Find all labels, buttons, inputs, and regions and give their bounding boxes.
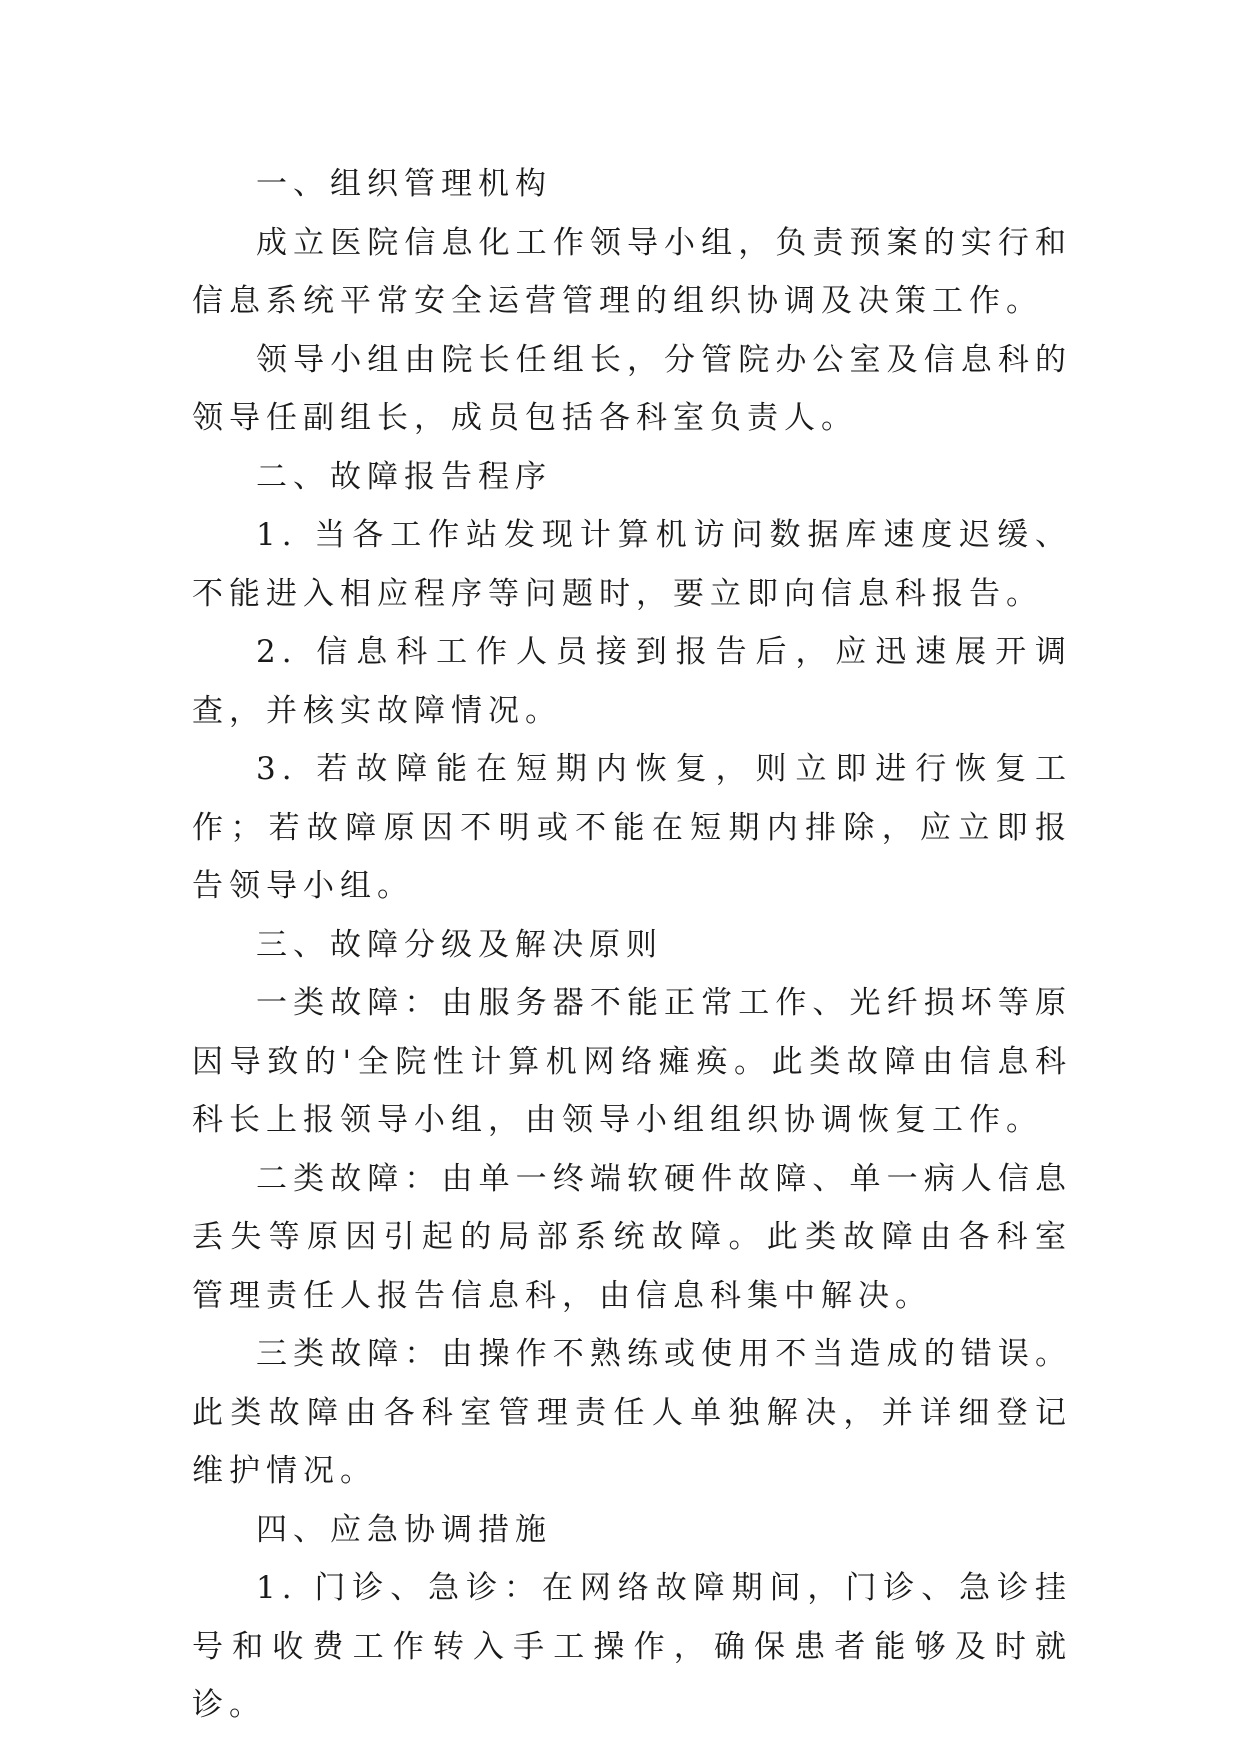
- paragraph: 成立医院信息化工作领导小组，负责预案的实行和信息系统平常安全运营管理的组织协调及决策工作。: [192, 224, 1072, 319]
- list-item: 1. 门诊、急诊：在网络故障期间，门诊、急诊挂号和收费工作转入手工操作，确保患者能够及时就诊。: [192, 1570, 1072, 1723]
- paragraph: 二类故障：由单一终端软硬件故障、单一病人信息丢失等原因引起的局部系统故障。此类故障由各科室管理责任人报告信息科，由信息科集中解决。: [192, 1160, 1072, 1314]
- paragraph: 一类故障：由服务器不能正常工作、光纤损坏等原因导致的'全院性计算机网络瘫痪。此类故障由信息科科长上报领导小组，由领导小组组织协调恢复工作。: [192, 985, 1072, 1138]
- paragraph: 领导小组由院长任组长，分管院办公室及信息科的领导任副组长，成员包括各科室负责人。: [192, 341, 1072, 436]
- paragraph: 三类故障：由操作不熟练或使用不当造成的错误。此类故障由各科室管理责任人单独解决，并详细登记维护情况。: [192, 1336, 1072, 1489]
- list-item: 2. 信息科工作人员接到报告后，应迅速展开调查，并核实故障情况。: [192, 634, 1072, 729]
- list-item: 1. 当各工作站发现计算机访问数据库速度迟缓、不能进入相应程序等问题时，要立即向信息科报告。: [192, 517, 1072, 612]
- section-heading-fault-levels: 三、故障分级及解决原则: [256, 926, 663, 963]
- section-heading-organization: 一、组织管理机构: [256, 166, 552, 202]
- section-heading-emergency: 四、应急协调措施: [256, 1511, 552, 1548]
- list-item: 3. 若故障能在短期内恢复，则立即进行恢复工作；若故障原因不明或不能在短期内排除，应立即报告领导小组。: [192, 751, 1072, 904]
- document-body: [192, 155, 1072, 1735]
- section-heading-fault-report: 二、故障报告程序: [256, 458, 552, 495]
